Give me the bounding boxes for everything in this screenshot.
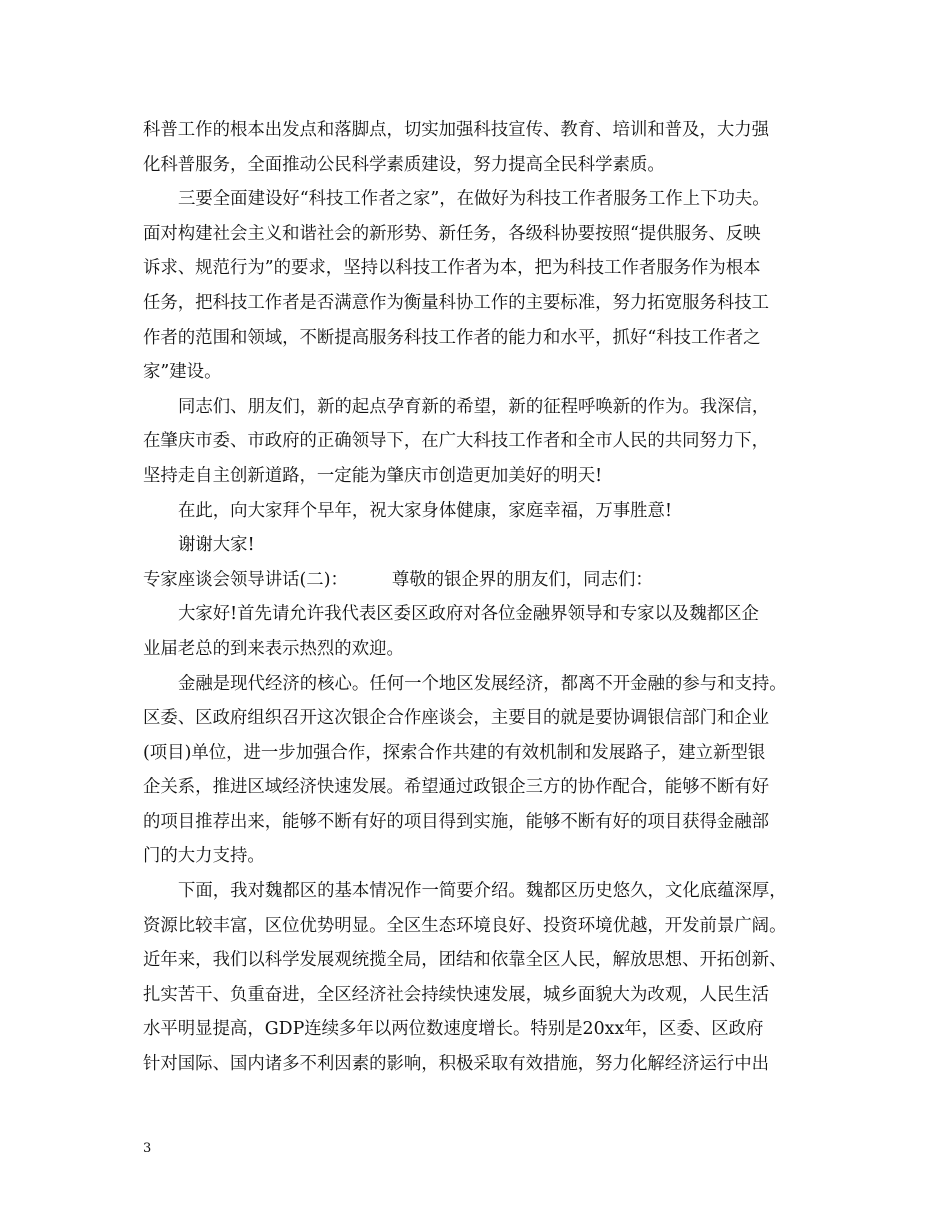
text-line: 区委、区政府组织召开这次银企合作座谈会，主要目的就是要协调银信部门和企业 [143,708,770,729]
text-line: 金融是现代经济的核心。任何一个地区发展经济，都离不开金融的参与和支持。 [178,673,787,694]
text-line: 面对构建社会主义和谐社会的新形势、新任务，各级科协要按照“提供服务、反映 [143,223,761,244]
text-line: 任务，把科技工作者是否满意作为衡量科协工作的主要标准，努力拓宽服务科技工 [143,292,770,313]
text-line: 资源比较丰富，区位优势明显。全区生态环境良好、投资环境优越，开发前景广阔。 [143,915,787,936]
page-number: 3 [143,1141,152,1156]
text-line: 三要全面建设好“科技工作者之家”，在做好为科技工作者服务工作上下功夫。 [178,189,770,210]
body-text [143,113,823,1082]
text-line: 谢谢大家! [178,535,255,556]
text-line: 的项目推荐出来，能够不断有好的项目得到实施，能够不断有好的项目获得金融部 [143,811,770,832]
text-line: 企关系，推进区域经济快速发展。希望通过政银企三方的协作配合，能够不断有好 [143,777,770,798]
section-heading-line [143,563,823,598]
text-line: 门的大力支持。 [143,846,265,867]
text-line: (项目)单位，进一步加强合作，探索合作共建的有效机制和发展路子，建立新型银 [143,742,766,763]
text-line: 水平明显提高，GDP连续多年以两位数速度增长。特别是20xx年，区委、区政府 [143,1019,764,1040]
text-line: 同志们、朋友们，新的起点孕育新的希望，新的征程呼唤新的作为。我深信， [178,396,770,417]
text-line: 在此，向大家拜个早年，祝大家身体健康，家庭幸福，万事胜意! [178,500,672,521]
section-heading: 专家座谈会领导讲话(二)： [143,569,348,590]
text-line: 作者的范围和领域，不断提高服务科技工作者的能力和水平，抓好“科技工作者之 [143,327,761,348]
text-line: 针对国际、国内诸多不利因素的影响，积极采取有效措施，努力化解经济运行中出 [143,1054,770,1075]
text-line: 下面，我对魏都区的基本情况作一简要介绍。魏都区历史悠久，文化底蕴深厚， [178,881,787,902]
text-line: 家”建设。 [143,362,222,383]
text-line: 在肇庆市委、市政府的正确领导下，在广大科技工作者和全市人民的共同努力下， [143,431,770,452]
text-line: 科普工作的根本出发点和落脚点，切实加强科技宣传、教育、培训和普及，大力强 [143,120,770,140]
text-line: 坚持走自主创新道路，一定能为肇庆市创造更加美好的明天! [143,465,603,486]
text-line: 化科普服务，全面推动公民科学素质建设，努力提高全民科学素质。 [143,154,665,175]
text-line: 诉求、规范行为”的要求，坚持以科技工作者为本，把为科技工作者服务作为根本 [143,258,761,279]
text-line: 大家好!首先请允许我代表区委区政府对各位金融界领导和专家以及魏都区企 [178,604,759,625]
text-line: 近年来，我们以科学发展观统揽全局，团结和依靠全区人民，解放思想、开拓创新、 [143,950,787,971]
text-line: 扎实苦干、负重奋进，全区经济社会持续快速发展，城乡面貌大为改观，人民生活 [143,984,770,1005]
salutation: 尊敬的银企界的朋友们，同志们： [391,569,653,590]
text-line: 业届老总的到来表示热烈的欢迎。 [143,638,404,659]
